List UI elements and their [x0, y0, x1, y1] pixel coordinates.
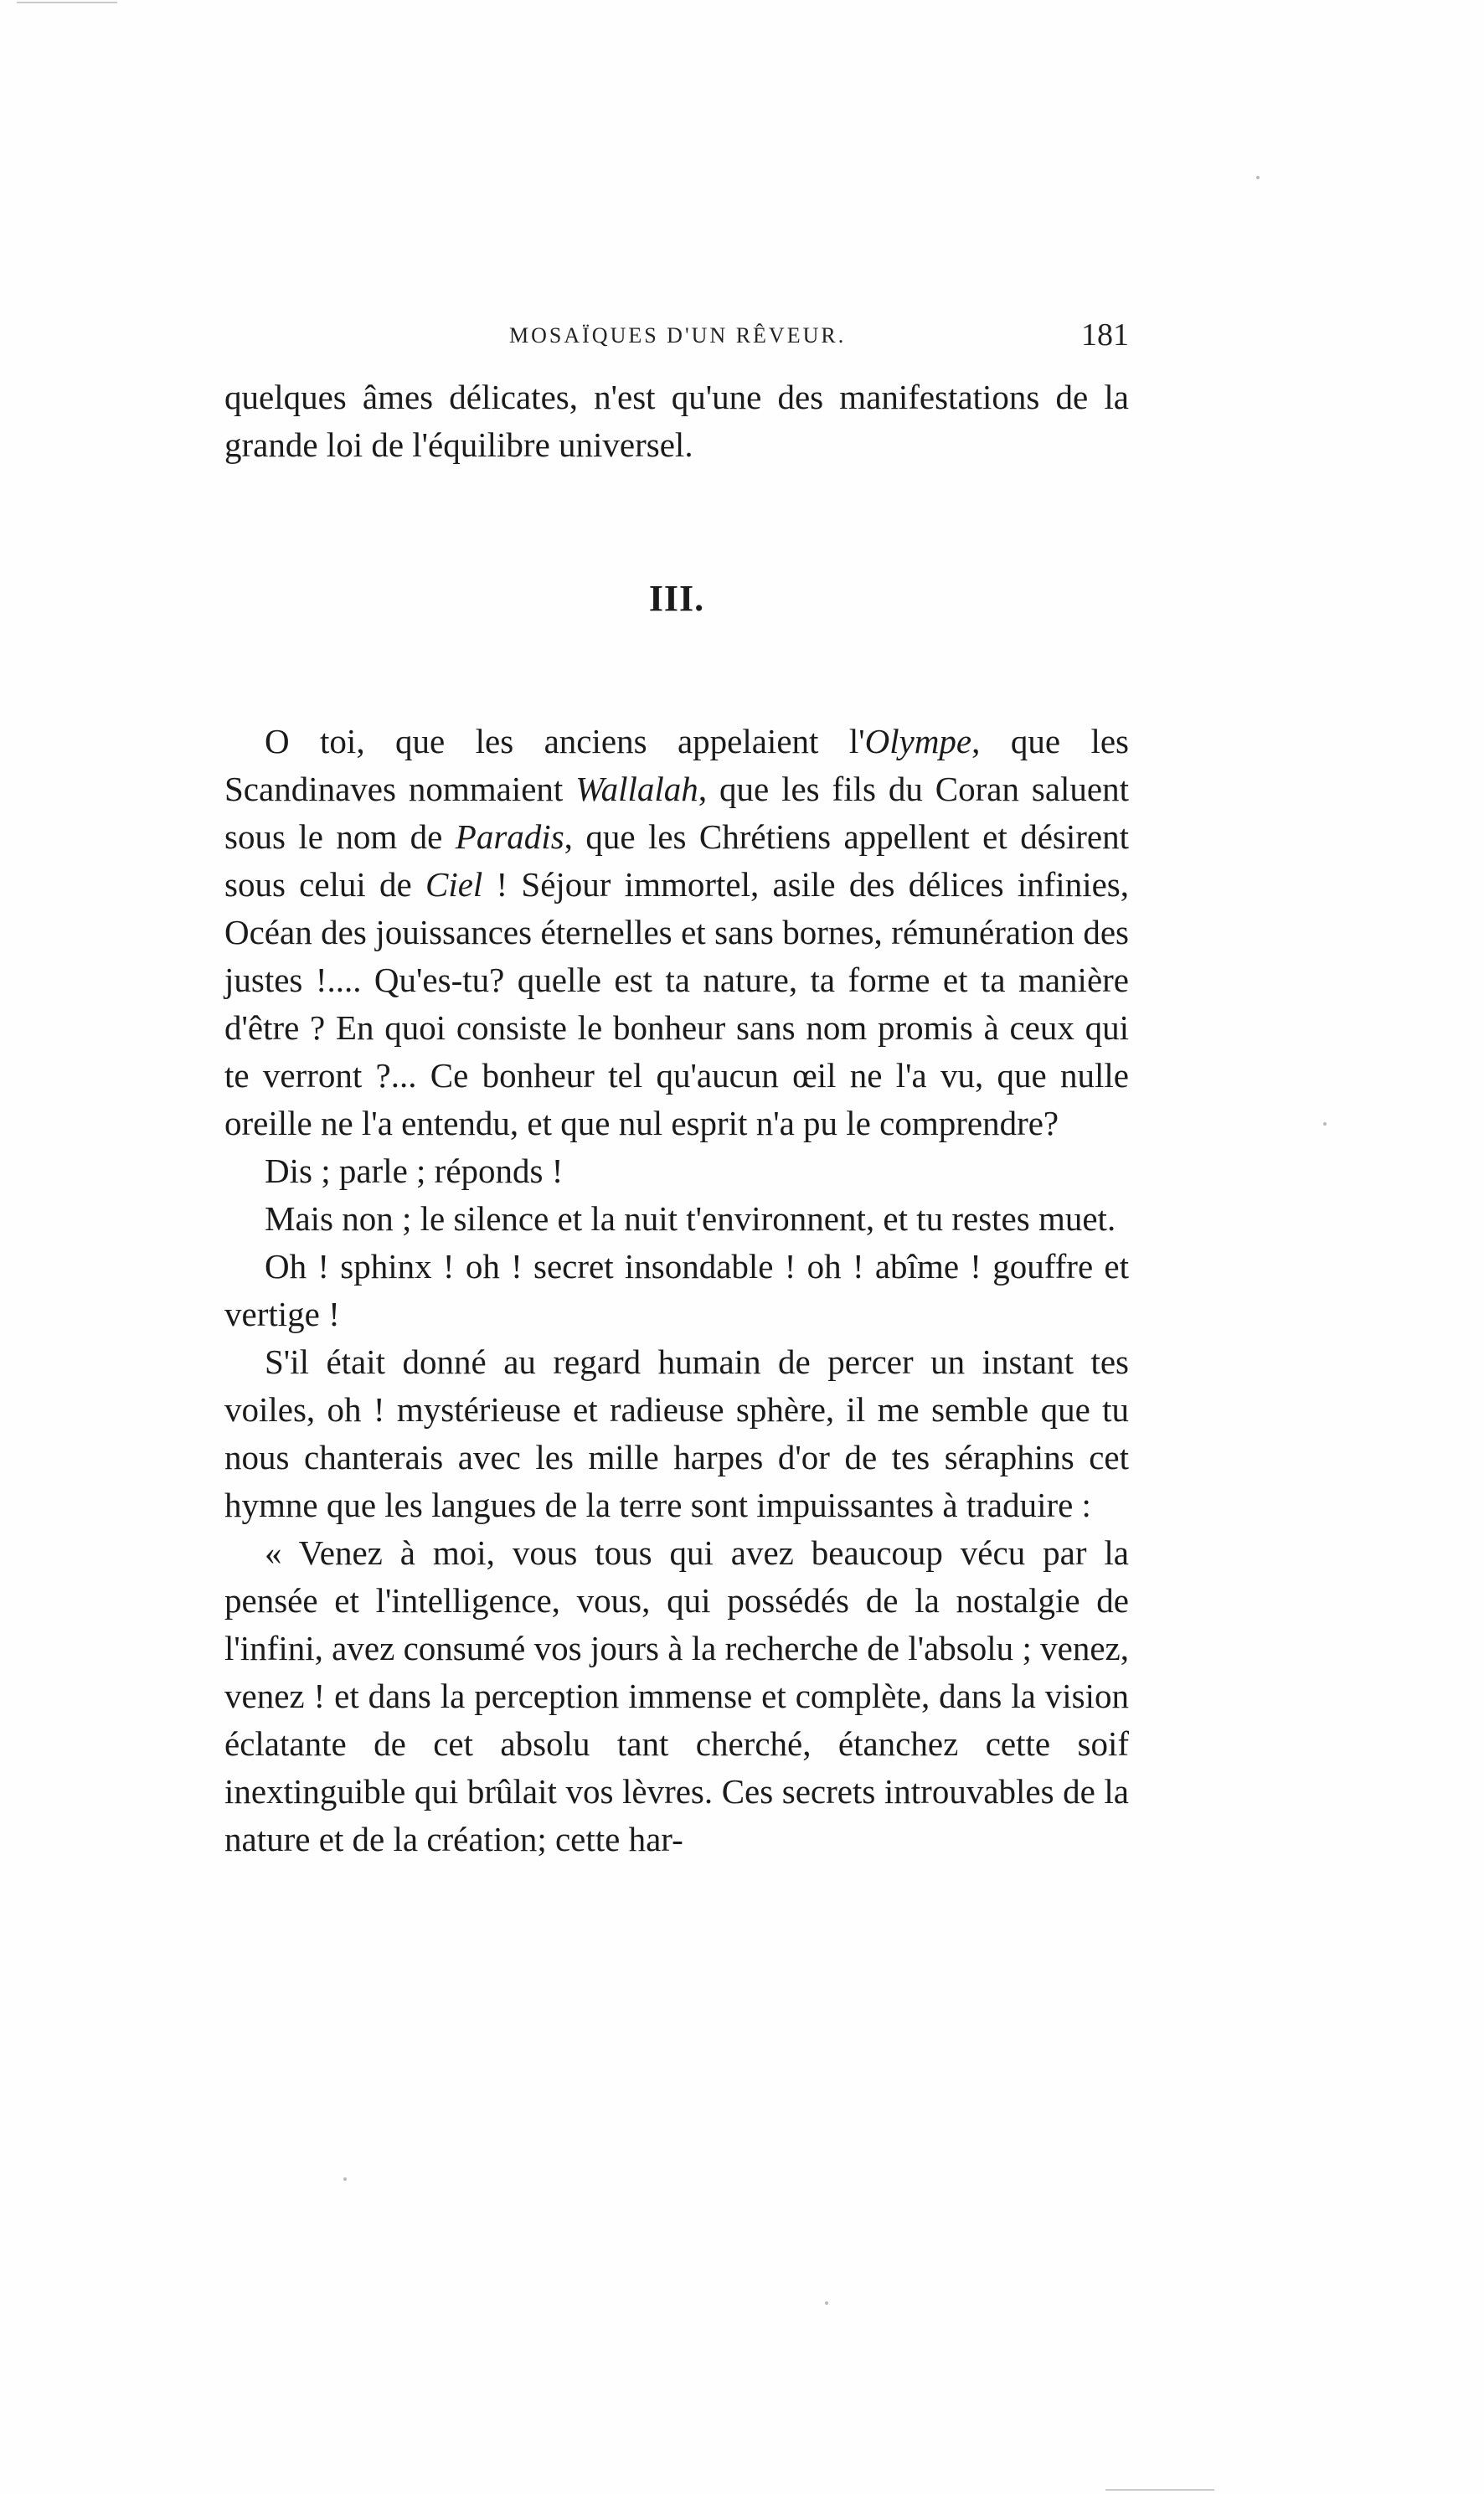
paper-speck — [825, 2301, 828, 2305]
paper-speck — [1256, 176, 1260, 179]
paragraph-text: , que les Chrétiens appellent et désirent sous celui de — [224, 817, 1129, 904]
paragraph-text: , que les Scandinaves nommaient — [224, 722, 1129, 808]
scan-edge-mark — [1105, 2489, 1214, 2491]
page-number: 181 — [1081, 317, 1129, 353]
paper-speck — [1323, 1122, 1327, 1126]
italic-term: Paradis — [455, 817, 564, 856]
italic-term: Olympe — [864, 722, 972, 760]
paragraph-text: ! Séjour immortel, asile des délices infinies, Océan des jouissances éternelles et sans bornes, rémunération des justes !.... Qu'es-tu? quelle est ta nature, ta forme et ta manière d'être ? En quoi consiste le bonheur sans nom promis à ceux qui te verront ?... Ce bonheur tel qu'aucun œil ne l'a vu, que nulle oreille ne l'a entendu, et que nul esprit n'a pu le comprendre? — [224, 865, 1129, 1142]
paragraph: S'il était donné au regard humain de percer un instant tes voiles, oh ! mystérieuse et radieuse sphère, il me semble que tu nous chanterais avec les mille harpes d'or de tes séraphins cet hymne que les langues de la terre sont impuissantes à traduire : — [224, 1342, 1129, 1524]
italic-term: Wallalah — [575, 770, 698, 808]
paragraph: Dis ; parle ; réponds ! — [265, 1152, 564, 1190]
paragraph: Mais non ; le silence et la nuit t'environnent, et tu restes muet. — [265, 1199, 1116, 1238]
paragraph-text: O toi, que les anciens appelaient l' — [265, 722, 865, 760]
paragraph: Oh ! sphinx ! oh ! secret insondable ! oh ! abîme ! gouffre et vertige ! — [224, 1247, 1129, 1333]
section-heading: III. — [648, 578, 705, 619]
scan-edge-mark — [17, 2, 117, 3]
paragraph: « Venez à moi, vous tous qui avez beaucoup vécu par la pensée et l'intelligence, vous, qui possédés de la nostalgie de l'infini, avez consumé vos jours à la recherche de l'absolu ; venez, venez ! et dans la perception immense et complète, dans la vision éclatante de cet absolu tant cherché, étanchez cette soif inextinguible qui brûlait vos lèvres. Ces secrets introuvables de la nature et de la création; cette har- — [224, 1533, 1129, 1858]
body-text — [224, 374, 1129, 1863]
italic-term: Ciel — [425, 865, 483, 904]
paper-speck — [343, 2177, 347, 2181]
paragraph — [224, 718, 1129, 1147]
running-title: MOSAÏQUES D'UN RÊVEUR. — [509, 323, 847, 348]
page-header — [224, 317, 1129, 367]
paragraph-text: , que les fils du Coran saluent sous le nom de — [224, 770, 1129, 856]
paragraph: quelques âmes délicates, n'est qu'une des manifestations de la grande loi de l'équilibre universel. — [224, 378, 1129, 464]
